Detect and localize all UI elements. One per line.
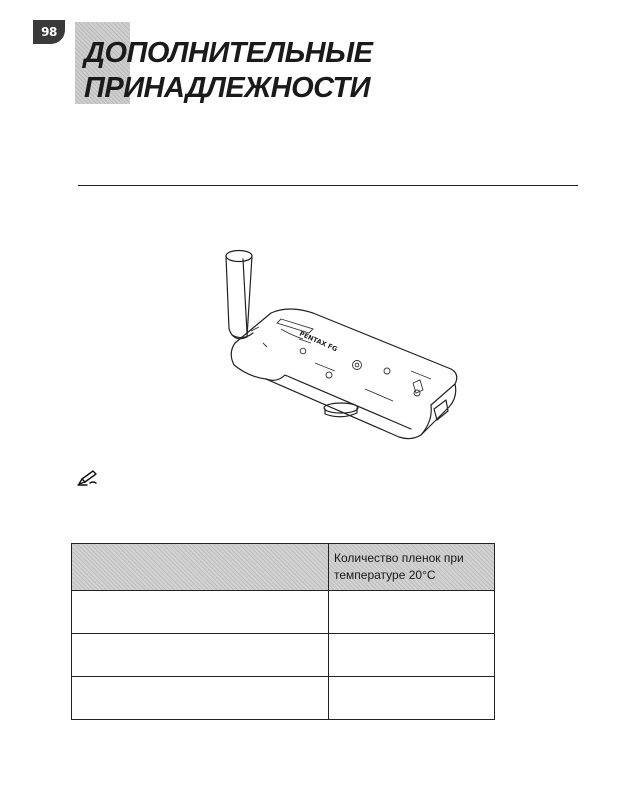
page-number-badge: 98 — [33, 20, 65, 44]
film-count-table — [71, 543, 495, 720]
table-cell — [329, 591, 495, 634]
page-title — [84, 36, 372, 106]
header-cell-film-count — [329, 544, 495, 591]
table-row — [72, 677, 495, 720]
header-col2-line-2: температуре 20°С — [334, 568, 436, 582]
table-cell — [72, 634, 329, 677]
section-divider — [78, 185, 578, 186]
table-cell — [72, 591, 329, 634]
title-line-1: ДОПОЛНИТЕЛЬНЫЕ — [84, 37, 373, 69]
grip-brand-label: PENTAX FG — [298, 329, 339, 354]
table-cell — [329, 677, 495, 720]
battery-grip-illustration — [215, 243, 465, 453]
title-line-2: ПРИНАДЛЕЖНОСТИ — [84, 72, 371, 104]
header-cell-empty — [72, 544, 329, 591]
table-cell — [329, 634, 495, 677]
note-pencil-icon — [76, 468, 98, 486]
table-cell — [72, 677, 329, 720]
table-row — [72, 591, 495, 634]
table-row — [72, 634, 495, 677]
table-header-row — [72, 544, 495, 591]
header-col2-line-1: Количество пленок при — [334, 551, 464, 565]
